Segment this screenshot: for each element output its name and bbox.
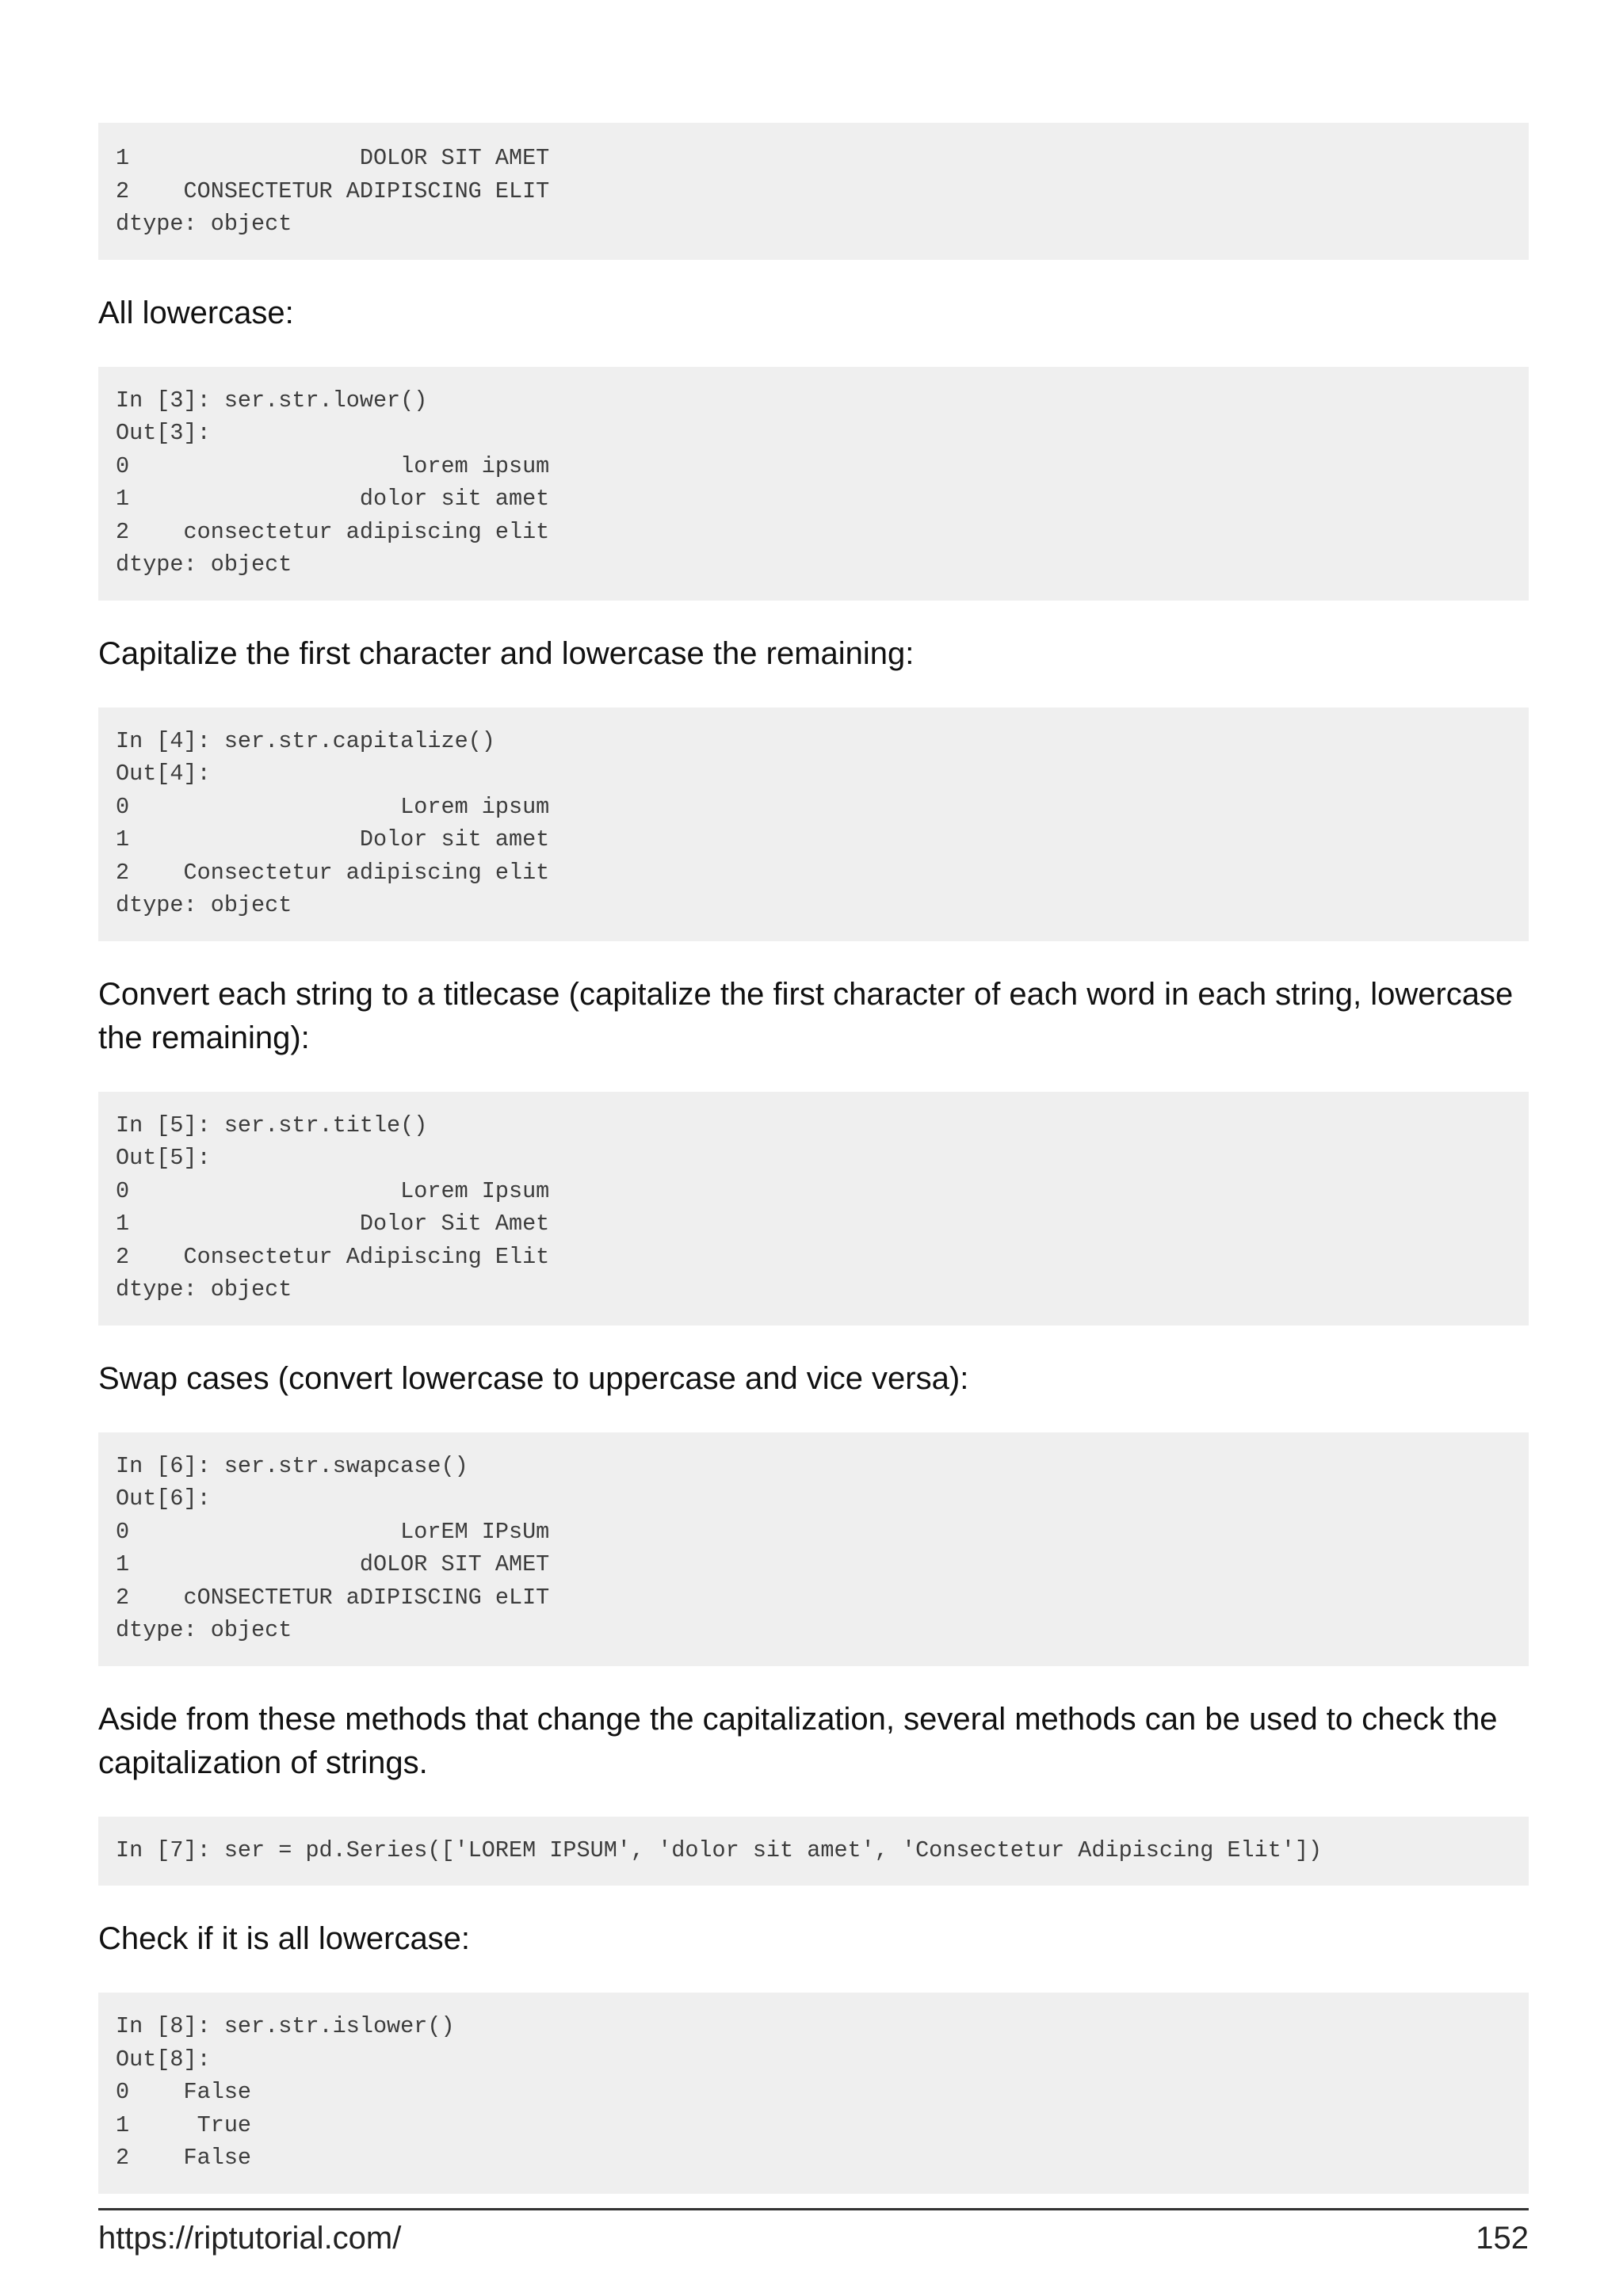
code-line: dtype: object [116, 551, 292, 578]
code-line: 0 Lorem ipsum [116, 793, 550, 820]
code-line: Out[5]: [116, 1145, 211, 1171]
paragraph-check-lowercase: Check if it is all lowercase: [98, 1921, 471, 1956]
code-line: In [7]: ser = pd.Series(['LOREM IPSUM', 'dolor sit amet', 'Consectetur Adipiscing Elit']) [116, 1836, 1323, 1863]
code-line: 2 Consectetur Adipiscing Elit [116, 1243, 550, 1270]
code-block-str-title [98, 1092, 1529, 1325]
code-line: 2 False [116, 2145, 252, 2171]
code-line: 0 Lorem Ipsum [116, 1177, 550, 1204]
code-line: 1 Dolor sit amet [116, 826, 550, 852]
paragraph-swapcase: Swap cases (convert lowercase to uppercase and vice versa): [98, 1360, 969, 1396]
paragraph-all-lowercase: All lowercase: [98, 295, 294, 330]
code-block-str-islower [98, 1993, 1529, 2194]
code-line: 2 consectetur adipiscing elit [116, 518, 550, 545]
paragraph-check-capitalization: Aside from these methods that change the capitalization, several methods can be used to check the capitalization of strings. [98, 1701, 1498, 1780]
code-block-str-lower [98, 367, 1529, 601]
code-line: 1 dOLOR SIT AMET [116, 1551, 550, 1577]
code-line: In [8]: ser.str.islower() [116, 2013, 455, 2039]
code-line: 1 Dolor Sit Amet [116, 1211, 550, 1237]
code-line: 0 lorem ipsum [116, 452, 550, 479]
paragraph-titlecase: Convert each string to a titlecase (capitalize the first character of each word in each string, lowercase the remaining): [98, 976, 1514, 1055]
code-line: 2 Consectetur adipiscing elit [116, 859, 550, 886]
footer-divider [98, 2208, 1529, 2210]
code-line: In [5]: ser.str.title() [116, 1112, 428, 1138]
code-block-str-swapcase [98, 1432, 1529, 1666]
code-line: 1 dolor sit amet [116, 486, 550, 512]
page-content [98, 123, 1529, 2194]
code-line: dtype: object [116, 1276, 292, 1302]
paragraph-capitalize: Capitalize the first character and lowercase the remaining: [98, 635, 915, 671]
code-block-str-capitalize [98, 707, 1529, 941]
code-line: Out[6]: [116, 1486, 211, 1512]
code-line: 2 cONSECTETUR aDIPISCING eLIT [116, 1584, 550, 1611]
code-line: In [6]: ser.str.swapcase() [116, 1452, 468, 1479]
code-line: 0 False [116, 2079, 252, 2105]
code-line: Out[3]: [116, 420, 211, 446]
code-line: Out[8]: [116, 2046, 211, 2073]
code-line: In [3]: ser.str.lower() [116, 387, 428, 414]
code-block-series-definition [98, 1817, 1529, 1886]
code-line: 2 CONSECTETUR ADIPISCING ELIT [116, 177, 550, 204]
code-line: In [4]: ser.str.capitalize() [116, 727, 495, 754]
code-line: dtype: object [116, 892, 292, 918]
code-line: dtype: object [116, 211, 292, 237]
code-line: 0 LorEM IPsUm [116, 1518, 550, 1545]
page-number: 152 [1476, 2221, 1529, 2256]
code-block-str-upper-output [98, 123, 1529, 260]
footer-url-link[interactable]: https://riptutorial.com/ [98, 2221, 402, 2256]
code-line: 1 DOLOR SIT AMET [116, 145, 550, 171]
code-line: 1 True [116, 2111, 252, 2138]
code-line: Out[4]: [116, 761, 211, 787]
code-line: dtype: object [116, 1617, 292, 1643]
